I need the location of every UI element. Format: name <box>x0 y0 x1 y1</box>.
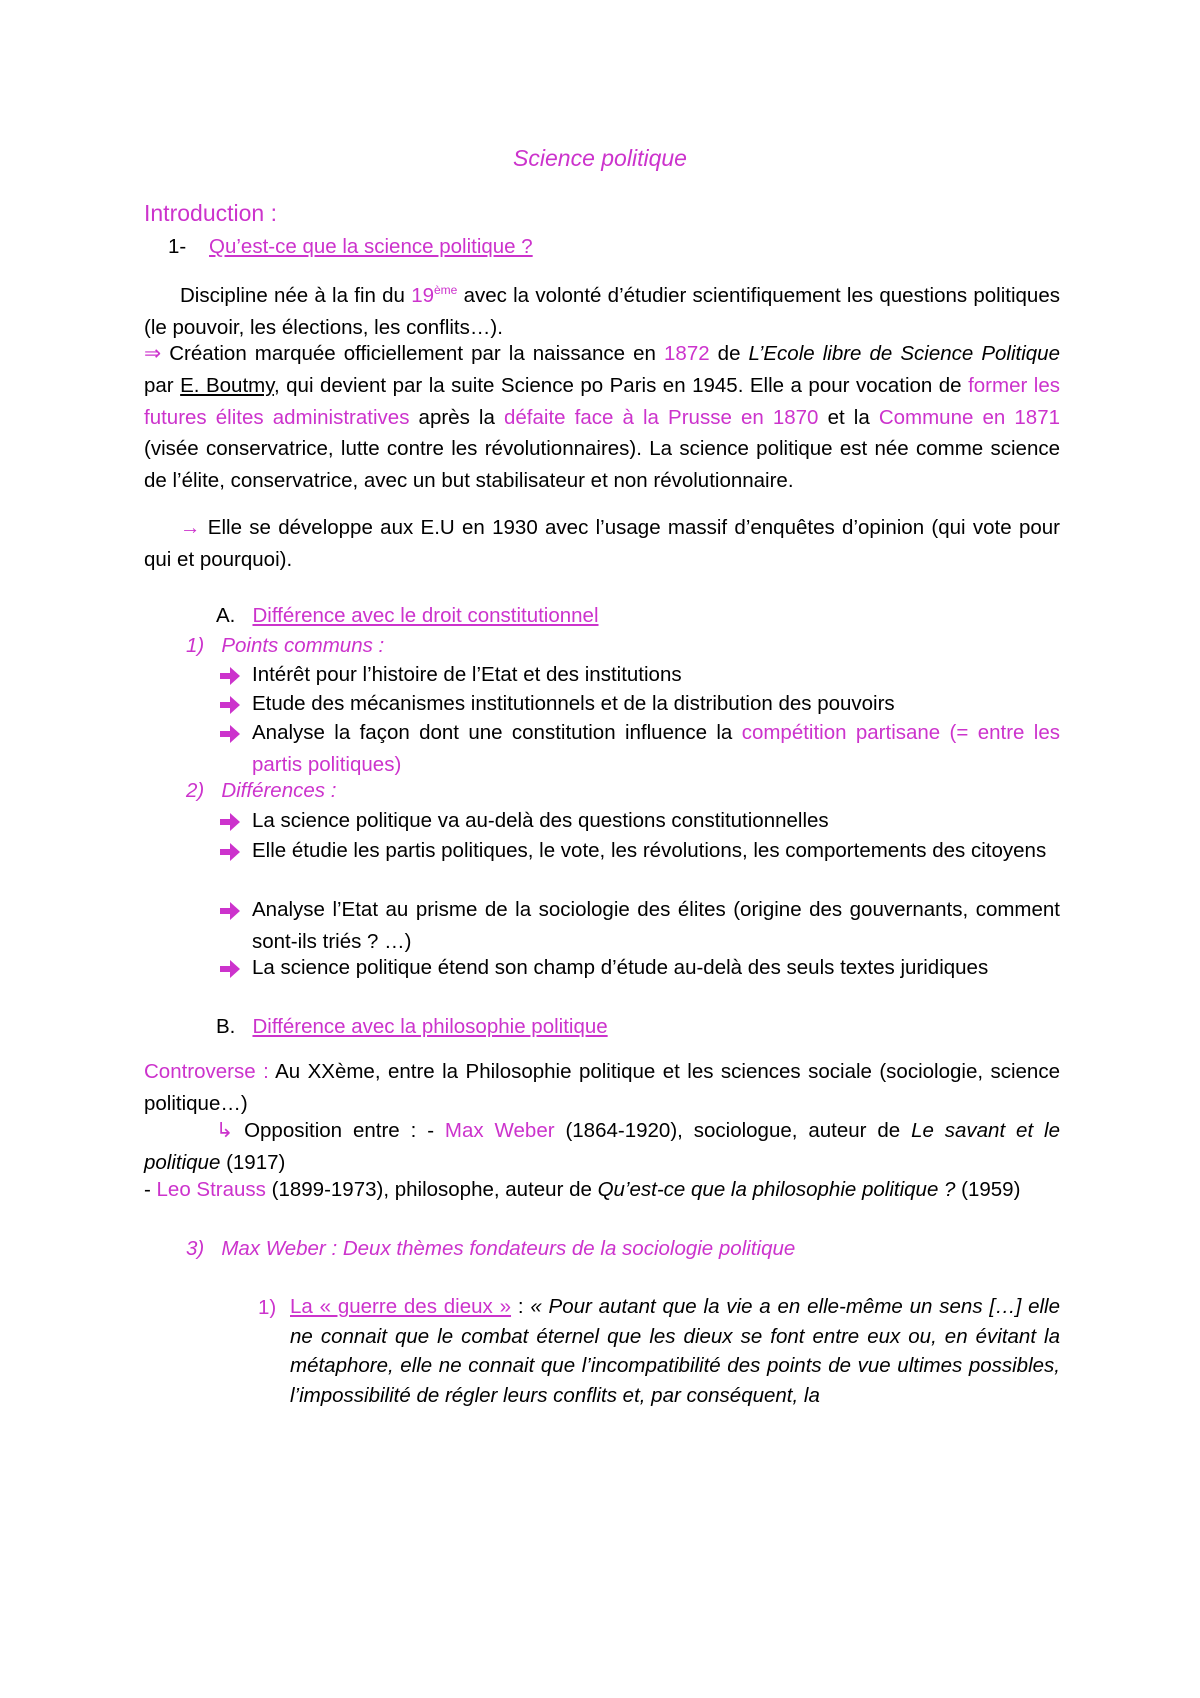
arrow-bullet-icon <box>218 693 242 717</box>
double-arrow-icon: ⇒ <box>144 342 162 365</box>
paragraph-opposition: ↳ Opposition entre : - Max Weber (1864-1920), sociologue, auteur de Le savant et le politique (1917) <box>144 1119 1060 1174</box>
list-item: Analyse la façon dont une constitution influence la compétition partisane (= entre les partis politiques) <box>252 721 1060 776</box>
hook-arrow-icon: ↳ <box>216 1119 234 1142</box>
question-heading <box>168 231 533 262</box>
section-b-heading: B. Différence avec la philosophie politique <box>216 1015 608 1038</box>
controverse-label: Controverse : <box>144 1060 269 1083</box>
arrow-bullet-icon <box>218 899 242 923</box>
question-number: 1- <box>168 235 187 258</box>
guerre-number: 1) <box>258 1296 277 1319</box>
differences-heading: 2) Différences : <box>186 779 337 802</box>
weber-heading: 3) Max Weber : Deux thèmes fondateurs de la sociologie politique <box>186 1237 796 1260</box>
paragraph-creation: ⇒ Création marquée officiellement par la naissance en 1872 de L’Ecole libre de Science Politique par E. Boutmy, qui devient par la suite Science po Paris en 1945. Elle a pour vocation de former les futures élites administratives après la défaite face à la Prusse en 1870 et la Commune en 1871 (visée conservatrice, lutte contre les révolutionnaires). La science politique est née comme science de l’élite, conservatrice, avec un but stabilisateur et non révolutionnaire. <box>144 342 1060 493</box>
list-item: Analyse l’Etat au prisme de la sociologie des élites (origine des gouvernants, comment sont-ils triés ? …) <box>252 898 1060 953</box>
weber-quote: « Pour autant que la vie a en elle-même un sens […] elle ne connait que le combat éternel que les dieux se font entre eux ou, en évitant la métaphore, elle ne connait que l’incompatibilité des points de vue ultimes possibles, l’impossibilité de régler leurs conflits et, par conséquent, la <box>290 1295 1060 1407</box>
school-name: L’Ecole libre de Science Politique <box>748 342 1060 365</box>
arrow-bullet-icon <box>218 664 242 688</box>
founder-name: E. Boutmy <box>180 373 274 397</box>
paragraph-usa: → Elle se développe aux E.U en 1930 avec l’usage massif d’enquêtes d’opinion (qui vote pour qui et pourquoi). <box>144 516 1060 571</box>
guerre-label: La « guerre des dieux » <box>290 1295 512 1318</box>
section-a-heading: A. Différence avec le droit constitutionnel <box>216 604 599 627</box>
list-item: Elle étudie les partis politiques, le vote, les révolutions, les comportements des citoyens <box>252 839 1047 862</box>
question-text: Qu’est-ce que la science politique ? <box>209 235 533 258</box>
arrow-bullet-icon <box>218 957 242 981</box>
guerre-des-dieux-paragraph: La « guerre des dieux » : « Pour autant que la vie a en elle-même un sens […] elle ne connait que le combat éternel que les dieux se font entre eux ou, en évitant la métaphore, elle ne connait que l’incompatibilité des points de vue ultimes possibles, l’impossibilité de régler leurs conflits et, par conséquent, la <box>290 1295 1060 1407</box>
arrow-bullet-icon <box>218 722 242 746</box>
introduction-heading: Introduction : <box>144 200 277 226</box>
arrow-bullet-icon <box>218 810 242 834</box>
century-number: 19 <box>411 283 434 307</box>
list-item: Intérêt pour l’histoire de l’Etat et des institutions <box>252 663 682 686</box>
arrow-bullet-icon <box>218 840 242 864</box>
paragraph-strauss: - Leo Strauss (1899-1973), philosophe, auteur de Qu’est-ce que la philosophie politique ? (1959) <box>144 1178 1021 1201</box>
points-communs-heading: 1) Points communs : <box>186 634 385 657</box>
list-item: La science politique va au-delà des questions constitutionnelles <box>252 809 829 832</box>
document-title: Science politique <box>513 145 687 171</box>
list-item: La science politique étend son champ d’étude au-delà des seuls textes juridiques <box>252 956 989 979</box>
right-arrow-icon: → <box>180 516 201 539</box>
paragraph-origin: Discipline née à la fin du 19ème avec la volonté d’étudier scientifiquement les questions politiques (le pouvoir, les élections, les conflits…). <box>144 283 1060 339</box>
list-item: Etude des mécanismes institutionnels et de la distribution des pouvoirs <box>252 692 895 715</box>
paragraph-controverse: Controverse : Au XXème, entre la Philosophie politique et les sciences sociale (sociologie, science politique…) <box>144 1060 1060 1115</box>
